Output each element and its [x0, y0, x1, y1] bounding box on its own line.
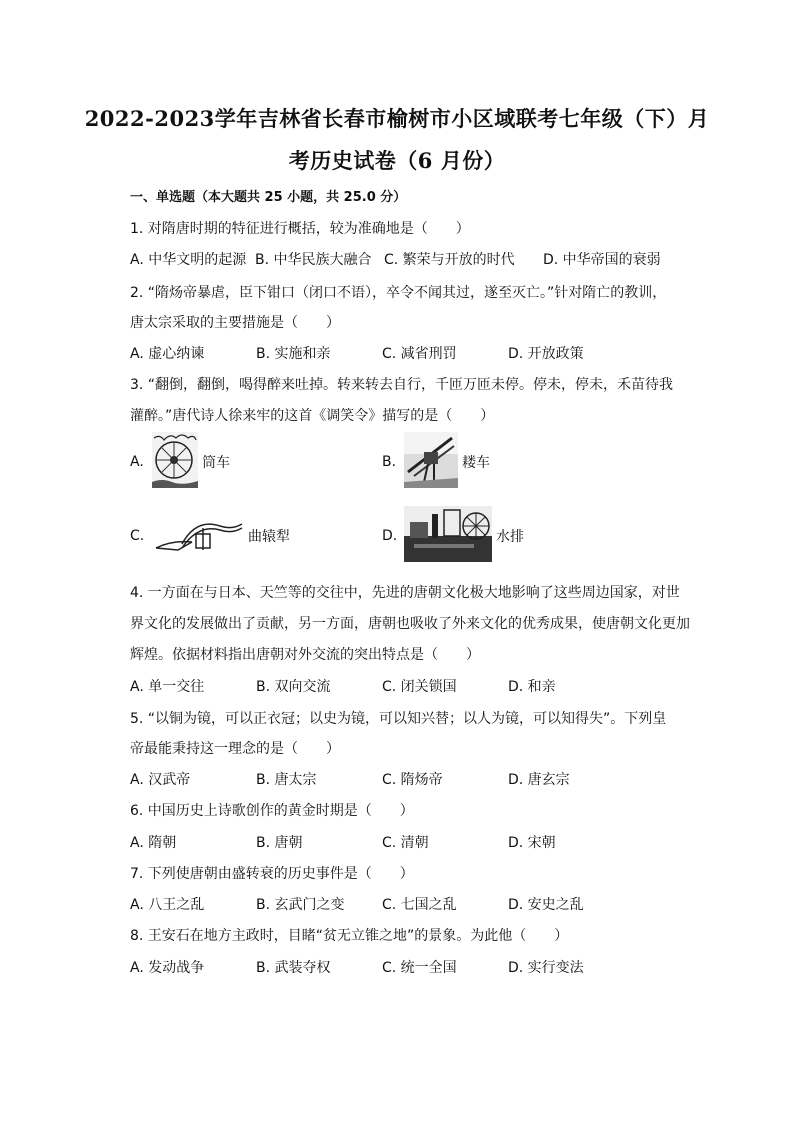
- exam-title-line2: 考历史试卷（6 月份）: [288, 148, 506, 173]
- q6-option-b[interactable]: B. 唐朝: [256, 835, 303, 851]
- q5-stem-line1: 5. “以铜为镜，可以正衣冠；以史为镜，可以知兴替；以人为镜，可以知得失”。下列皇: [130, 711, 667, 727]
- q6-option-d[interactable]: D. 宋朝: [508, 835, 556, 851]
- q1-stem: 1. 对隋唐时期的特征进行概括，较为准确地是（ ）: [130, 221, 470, 237]
- q3-option-c[interactable]: [130, 514, 290, 558]
- q7-option-a[interactable]: A. 八王之乱: [130, 897, 205, 913]
- q3-option-a-label: A.: [130, 454, 144, 470]
- q2-option-d[interactable]: D. 开放政策: [508, 346, 584, 362]
- q4-option-d[interactable]: D. 和亲: [508, 679, 556, 695]
- q8-option-b[interactable]: B. 武装夺权: [256, 960, 331, 976]
- q3-option-b-text: 耧车: [462, 455, 490, 471]
- water-bellows-icon: [404, 506, 492, 566]
- q3-option-d[interactable]: [382, 506, 524, 566]
- seed-drill-icon: [404, 432, 458, 492]
- q2-stem-line2: 唐太宗采取的主要措施是（ ）: [130, 315, 340, 331]
- q8-stem: 8. 王安石在地方主政时，目睹“贫无立锥之地”的景象。为此他（ ）: [130, 928, 569, 944]
- q3-option-a[interactable]: [130, 432, 230, 492]
- q2-option-c[interactable]: C. 减省刑罚: [382, 346, 457, 362]
- q4-stem-line2: 界文化的发展做出了贡献，另一方面，唐朝也吸收了外来文化的优秀成果，使唐朝文化更加: [130, 616, 690, 632]
- q1-option-b[interactable]: B. 中华民族大融合: [255, 252, 372, 268]
- q7-option-c[interactable]: C. 七国之乱: [382, 897, 457, 913]
- q3-option-b-label: B.: [382, 454, 397, 470]
- q2-option-a[interactable]: A. 虚心纳谏: [130, 346, 205, 362]
- q3-option-d-label: D.: [382, 528, 398, 544]
- section-heading: 一、单选题（本大题共 25 小题，共 25.0 分）: [130, 190, 407, 205]
- q1-option-a[interactable]: A. 中华文明的起源: [130, 252, 247, 268]
- q3-option-c-label: C.: [130, 528, 145, 544]
- q4-option-c[interactable]: C. 闭关锁国: [382, 679, 457, 695]
- waterwheel-icon: [152, 432, 198, 492]
- q4-option-b[interactable]: B. 双向交流: [256, 679, 331, 695]
- q4-stem-line1: 4. 一方面在与日本、天竺等的交往中，先进的唐朝文化极大地影响了这些周边国家，对世: [130, 585, 680, 601]
- q2-option-b[interactable]: B. 实施和亲: [256, 346, 331, 362]
- q6-option-a[interactable]: A. 隋朝: [130, 835, 177, 851]
- q3-option-b[interactable]: [382, 432, 490, 492]
- q1-option-c[interactable]: C. 繁荣与开放的时代: [384, 252, 515, 268]
- q6-stem: 6. 中国历史上诗歌创作的黄金时期是（ ）: [130, 803, 414, 819]
- q3-stem-line2: 灌醉。”唐代诗人徐来牢的这首《调笑令》描写的是（ ）: [130, 408, 495, 424]
- q7-option-b[interactable]: B. 玄武门之变: [256, 897, 345, 913]
- q5-stem-line2: 帝最能秉持这一理念的是（ ）: [130, 741, 340, 757]
- q5-option-a[interactable]: A. 汉武帝: [130, 772, 191, 788]
- q3-option-a-text: 筒车: [202, 455, 230, 471]
- exam-title-line1: 2022-2023学年吉林省长春市榆树市小区域联考七年级（下）月: [84, 106, 710, 131]
- curved-plow-icon: [152, 514, 244, 558]
- q4-option-a[interactable]: A. 单一交往: [130, 679, 205, 695]
- q5-option-d[interactable]: D. 唐玄宗: [508, 772, 570, 788]
- q1-option-d[interactable]: D. 中华帝国的衰弱: [543, 252, 661, 268]
- q7-stem: 7. 下列使唐朝由盛转衰的历史事件是（ ）: [130, 866, 414, 882]
- q4-stem-line3: 辉煌。依据材料指出唐朝对外交流的突出特点是（ ）: [130, 647, 480, 663]
- q5-option-c[interactable]: C. 隋炀帝: [382, 772, 443, 788]
- q3-option-d-text: 水排: [496, 529, 524, 545]
- q3-stem-line1: 3. “翻倒，翻倒，喝得醉来吐掉。转来转去自行，千匝万匝未停。停未，停未，禾苗待我: [130, 377, 674, 393]
- q6-option-c[interactable]: C. 清朝: [382, 835, 429, 851]
- q3-option-c-text: 曲辕犁: [248, 529, 290, 545]
- q5-option-b[interactable]: B. 唐太宗: [256, 772, 317, 788]
- q8-option-d[interactable]: D. 实行变法: [508, 960, 584, 976]
- q8-option-c[interactable]: C. 统一全国: [382, 960, 457, 976]
- q8-option-a[interactable]: A. 发动战争: [130, 960, 205, 976]
- q2-stem-line1: 2. “隋炀帝暴虐，臣下钳口（闭口不语），卒令不闻其过，遂至灭亡。”针对隋亡的教训，: [130, 285, 667, 301]
- q7-option-d[interactable]: D. 安史之乱: [508, 897, 584, 913]
